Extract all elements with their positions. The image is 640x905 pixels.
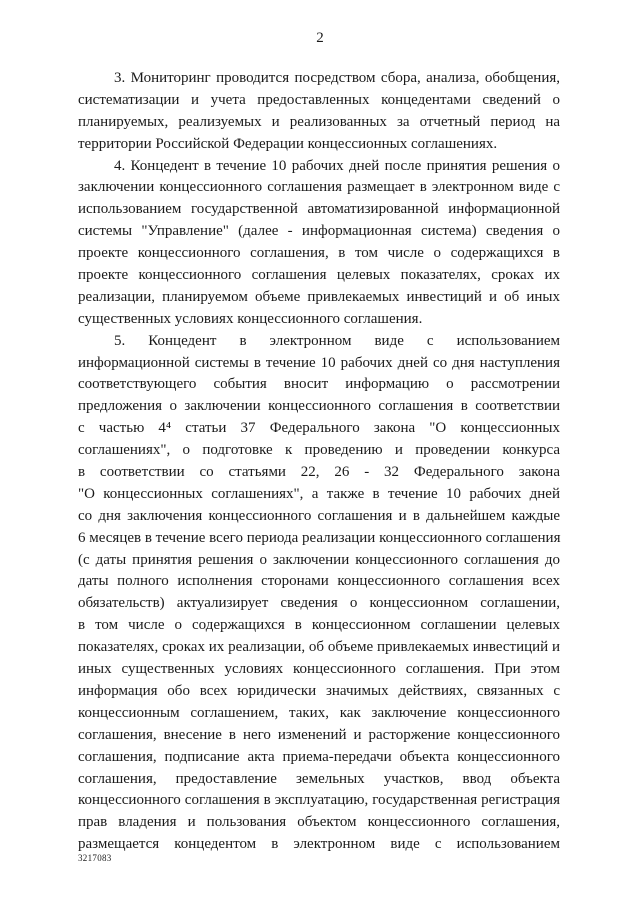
text-line: 3. Мониторинг проводится посредством сбора, анализа, обобщения, <box>114 70 560 86</box>
text-line: показателях, сроках их реализации, об объеме привлекаемых инвестиций и <box>78 639 560 656</box>
text-line: соглашения, внесение в него изменений и расторжение концессионного <box>78 726 560 743</box>
text-line: концессионным соглашением, таких, как заключение концессионного <box>78 704 560 721</box>
text-line: соглашениях", о подготовке к проведению и проведении конкурса <box>78 442 560 459</box>
text-line: соглашения, подписание акта приема-передачи объекта концессионного <box>78 748 560 765</box>
text-line: обязательств) актуализирует сведения о концессионном соглашении, <box>78 595 560 612</box>
text-line: в том числе о содержащихся в концессионном соглашении целевых <box>78 617 560 634</box>
text-line: 5. Концедент в электронном виде с использованием <box>114 332 560 349</box>
text-line: проекте концессионного соглашения целевых показателях, сроках их <box>78 267 560 284</box>
text-line: 6 месяцев в течение всего периода реализации концессионного соглашения <box>78 529 561 546</box>
text-line: информационной системы в течение 10 рабочих дней со дня наступления <box>78 354 560 371</box>
text-line: 4. Концедент в течение 10 рабочих дней после принятия решения о <box>114 157 560 174</box>
text-line: с частью 4⁴ статьи 37 Федерального закона "О концессионных <box>78 420 560 437</box>
document-body <box>78 68 560 856</box>
text-line: соглашения, предоставление земельных участков, ввод объекта <box>78 770 560 787</box>
text-line: проекте концессионного соглашения, в том числе о содержащихся в <box>78 245 560 262</box>
text-line: концессионного соглашения в эксплуатацию, государственная регистрация <box>78 792 560 809</box>
text-line: реализации, планируемом объеме привлекаемых инвестиций и об иных <box>78 288 560 305</box>
text-line: систематизации и учета предоставленных концедентами сведений о <box>78 91 560 108</box>
text-line: заключении концессионного соглашения размещает в электронном виде с <box>78 179 560 196</box>
text-line: соответствующего события вносит информацию о рассмотрении <box>78 376 560 393</box>
text-line: со дня заключения концессионного соглашения и в дальнейшем каждые <box>78 507 560 524</box>
document-id: 3217083 <box>78 853 112 863</box>
text-line: планируемых, реализуемых и реализованных за отчетный период на <box>78 113 560 130</box>
text-line: даты полного исполнения сторонами концессионного соглашения всех <box>78 573 560 590</box>
text-line: существенных условиях концессионного соглашения. <box>78 310 423 327</box>
page-number: 2 <box>316 30 324 46</box>
text-line: информация обо всех юридически значимых действиях, связанных с <box>78 682 560 699</box>
text-line: "О концессионных соглашениях", а также в течение 10 рабочих дней <box>78 485 560 502</box>
text-line: использованием государственной автоматизированной информационной <box>78 201 560 218</box>
text-line: предложения о заключении концессионного соглашения в соответствии <box>78 398 560 415</box>
text-line: размещается концедентом в электронном виде с использованием <box>78 836 560 853</box>
text-line: иных существенных условиях концессионного соглашения. При этом <box>78 661 560 678</box>
text-line: (с даты принятия решения о заключении концессионного соглашения до <box>78 551 560 568</box>
text-line: системы "Управление" (далее - информационная система) сведения о <box>78 223 560 240</box>
text-line: в соответствии со статьями 22, 26 - 32 Федерального закона <box>78 464 560 481</box>
text-line: прав владения и пользования объектом концессионного соглашения, <box>78 814 560 831</box>
text-line: территории Российской Федерации концессионных соглашениях. <box>78 135 498 152</box>
